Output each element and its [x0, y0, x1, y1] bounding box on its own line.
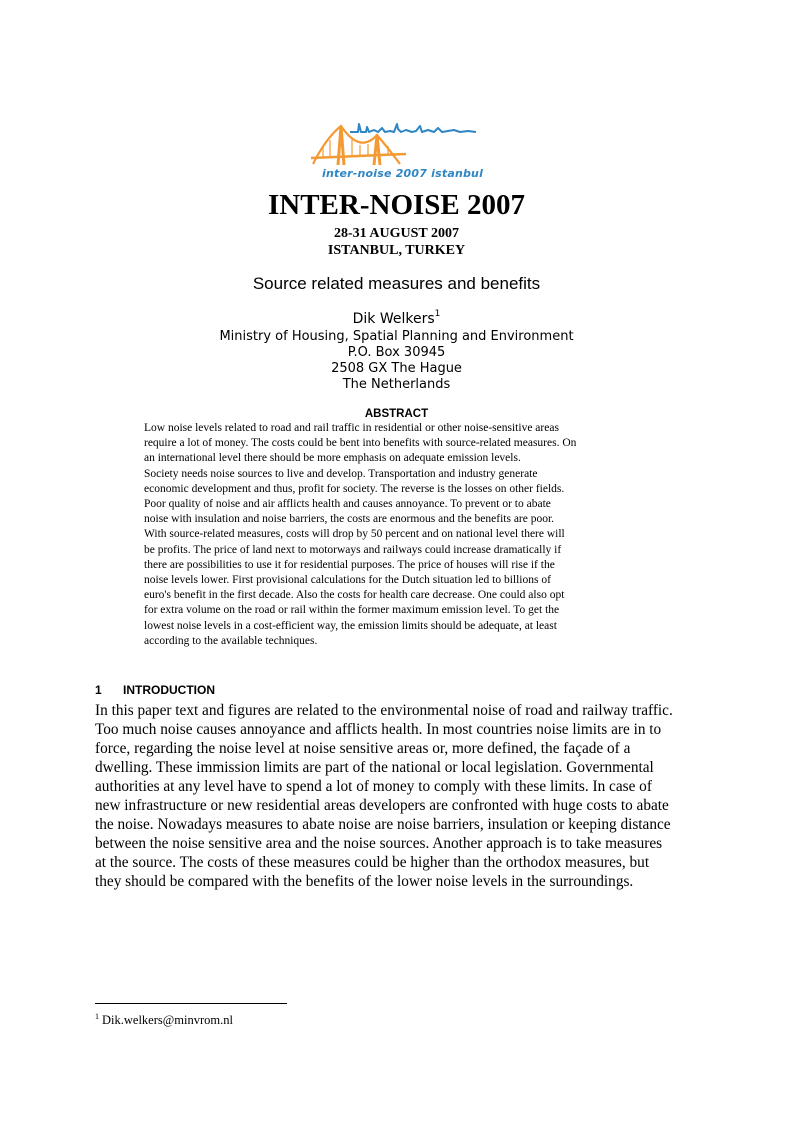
introduction-body: [95, 701, 715, 891]
author-name: Dik Welkers: [352, 311, 435, 327]
affiliation-line: 2508 GX The Hague: [331, 361, 462, 376]
abstract-line: Poor quality of noise and air afflicts health and causes annoyance. To prevent or to abate: [144, 498, 551, 511]
section-title: INTRODUCTION: [123, 683, 215, 697]
body-line: new infrastructure or new residential areas developers are confronted with huge costs to abate: [95, 797, 669, 814]
body-line: between the noise sensitive area and the noise sources. Another approach is to take measures: [95, 835, 663, 852]
footnote: [95, 1012, 233, 1028]
abstract-line: euro's benefit in the first decade. Also the costs for health care decrease. One could also opt: [144, 589, 565, 602]
body-line: In this paper text and figures are related to the environmental noise of road and railway traffic.: [95, 702, 673, 719]
conference-title: INTER-NOISE 2007: [267, 189, 526, 221]
section-heading: [95, 683, 215, 697]
abstract-line: an international level there should be more emphasis on adequate emission levels.: [144, 452, 521, 465]
bridge-skyline-icon: [308, 118, 488, 168]
body-line: dwelling. These immission limits are part of the national or local legislation. Governmental: [95, 759, 654, 776]
footnote-divider: [95, 1003, 287, 1004]
conference-place: ISTANBUL, TURKEY: [327, 243, 466, 258]
logo-text: inter-noise 2007 istanbul: [322, 167, 484, 180]
abstract-body: [144, 421, 664, 649]
abstract-heading: ABSTRACT: [364, 408, 429, 420]
body-line: Too much noise causes annoyance and afflicts health. In most countries noise limits are in to: [95, 721, 662, 738]
abstract-line: Society needs noise sources to live and develop. Transportation and industry generate: [144, 467, 538, 480]
abstract-line: Low noise levels related to road and rail traffic in residential or other noise-sensitive areas: [144, 422, 559, 434]
body-line: force, regarding the noise level at noise sensitive areas or, more defined, the façade of a: [95, 740, 631, 757]
body-line: they should be compared with the benefits of the lower noise levels in the surroundings.: [95, 873, 634, 890]
footnote-mark: 1: [95, 1012, 99, 1021]
abstract-line: noise levels lower. First provisional calculations for the Dutch situation led to billions of: [144, 574, 551, 587]
abstract-line: lowest noise levels in a cost-efficient way, the emission limits should be adequate, at least: [144, 619, 557, 632]
abstract-line: be profits. The price of land next to motorways and railways could increase dramatically if: [144, 543, 562, 556]
affiliation-line: Ministry of Housing, Spatial Planning and Environment: [219, 329, 574, 344]
abstract-line: according to the available techniques.: [144, 634, 318, 647]
body-line: authorities at any level have to spend a lot of money to comply with these limits. In case of: [95, 778, 652, 795]
abstract-line: noise with insulation and noise barriers, the costs are enormous and the benefits are poor.: [144, 513, 555, 526]
conference-logo: [308, 118, 488, 184]
affiliation-line: The Netherlands: [342, 377, 451, 392]
conference-date: 28-31 AUGUST 2007: [334, 226, 459, 241]
body-line: the noise. Nowadays measures to abate noise are noise barriers, insulation or keeping distance: [95, 816, 671, 833]
affiliation-line: P.O. Box 30945: [347, 345, 446, 360]
paper-title: Source related measures and benefits: [252, 274, 541, 293]
section-number: 1: [95, 683, 102, 697]
author-line: [0, 310, 793, 328]
abstract-line: require a lot of money. The costs could be bent into benefits with source-related measures. On: [144, 437, 577, 450]
body-line: at the source. The costs of these measures could be higher than the orthodox measures, but: [95, 854, 650, 871]
abstract-line: With source-related measures, costs will drop by 50 percent and on national level there will: [144, 528, 565, 541]
abstract-line: there are possibilities to use it for residential purposes. The price of houses will rise if the: [144, 558, 555, 571]
abstract-line: for extra volume on the road or rail within the former maximum emission level. To get the: [144, 604, 560, 617]
author-footnote-mark: 1: [434, 309, 441, 319]
abstract-line: economic development and thus, profit for society. The reverse is the losses on other fields.: [144, 482, 565, 495]
footnote-email[interactable]: Dik.welkers@minvrom.nl: [102, 1013, 233, 1027]
